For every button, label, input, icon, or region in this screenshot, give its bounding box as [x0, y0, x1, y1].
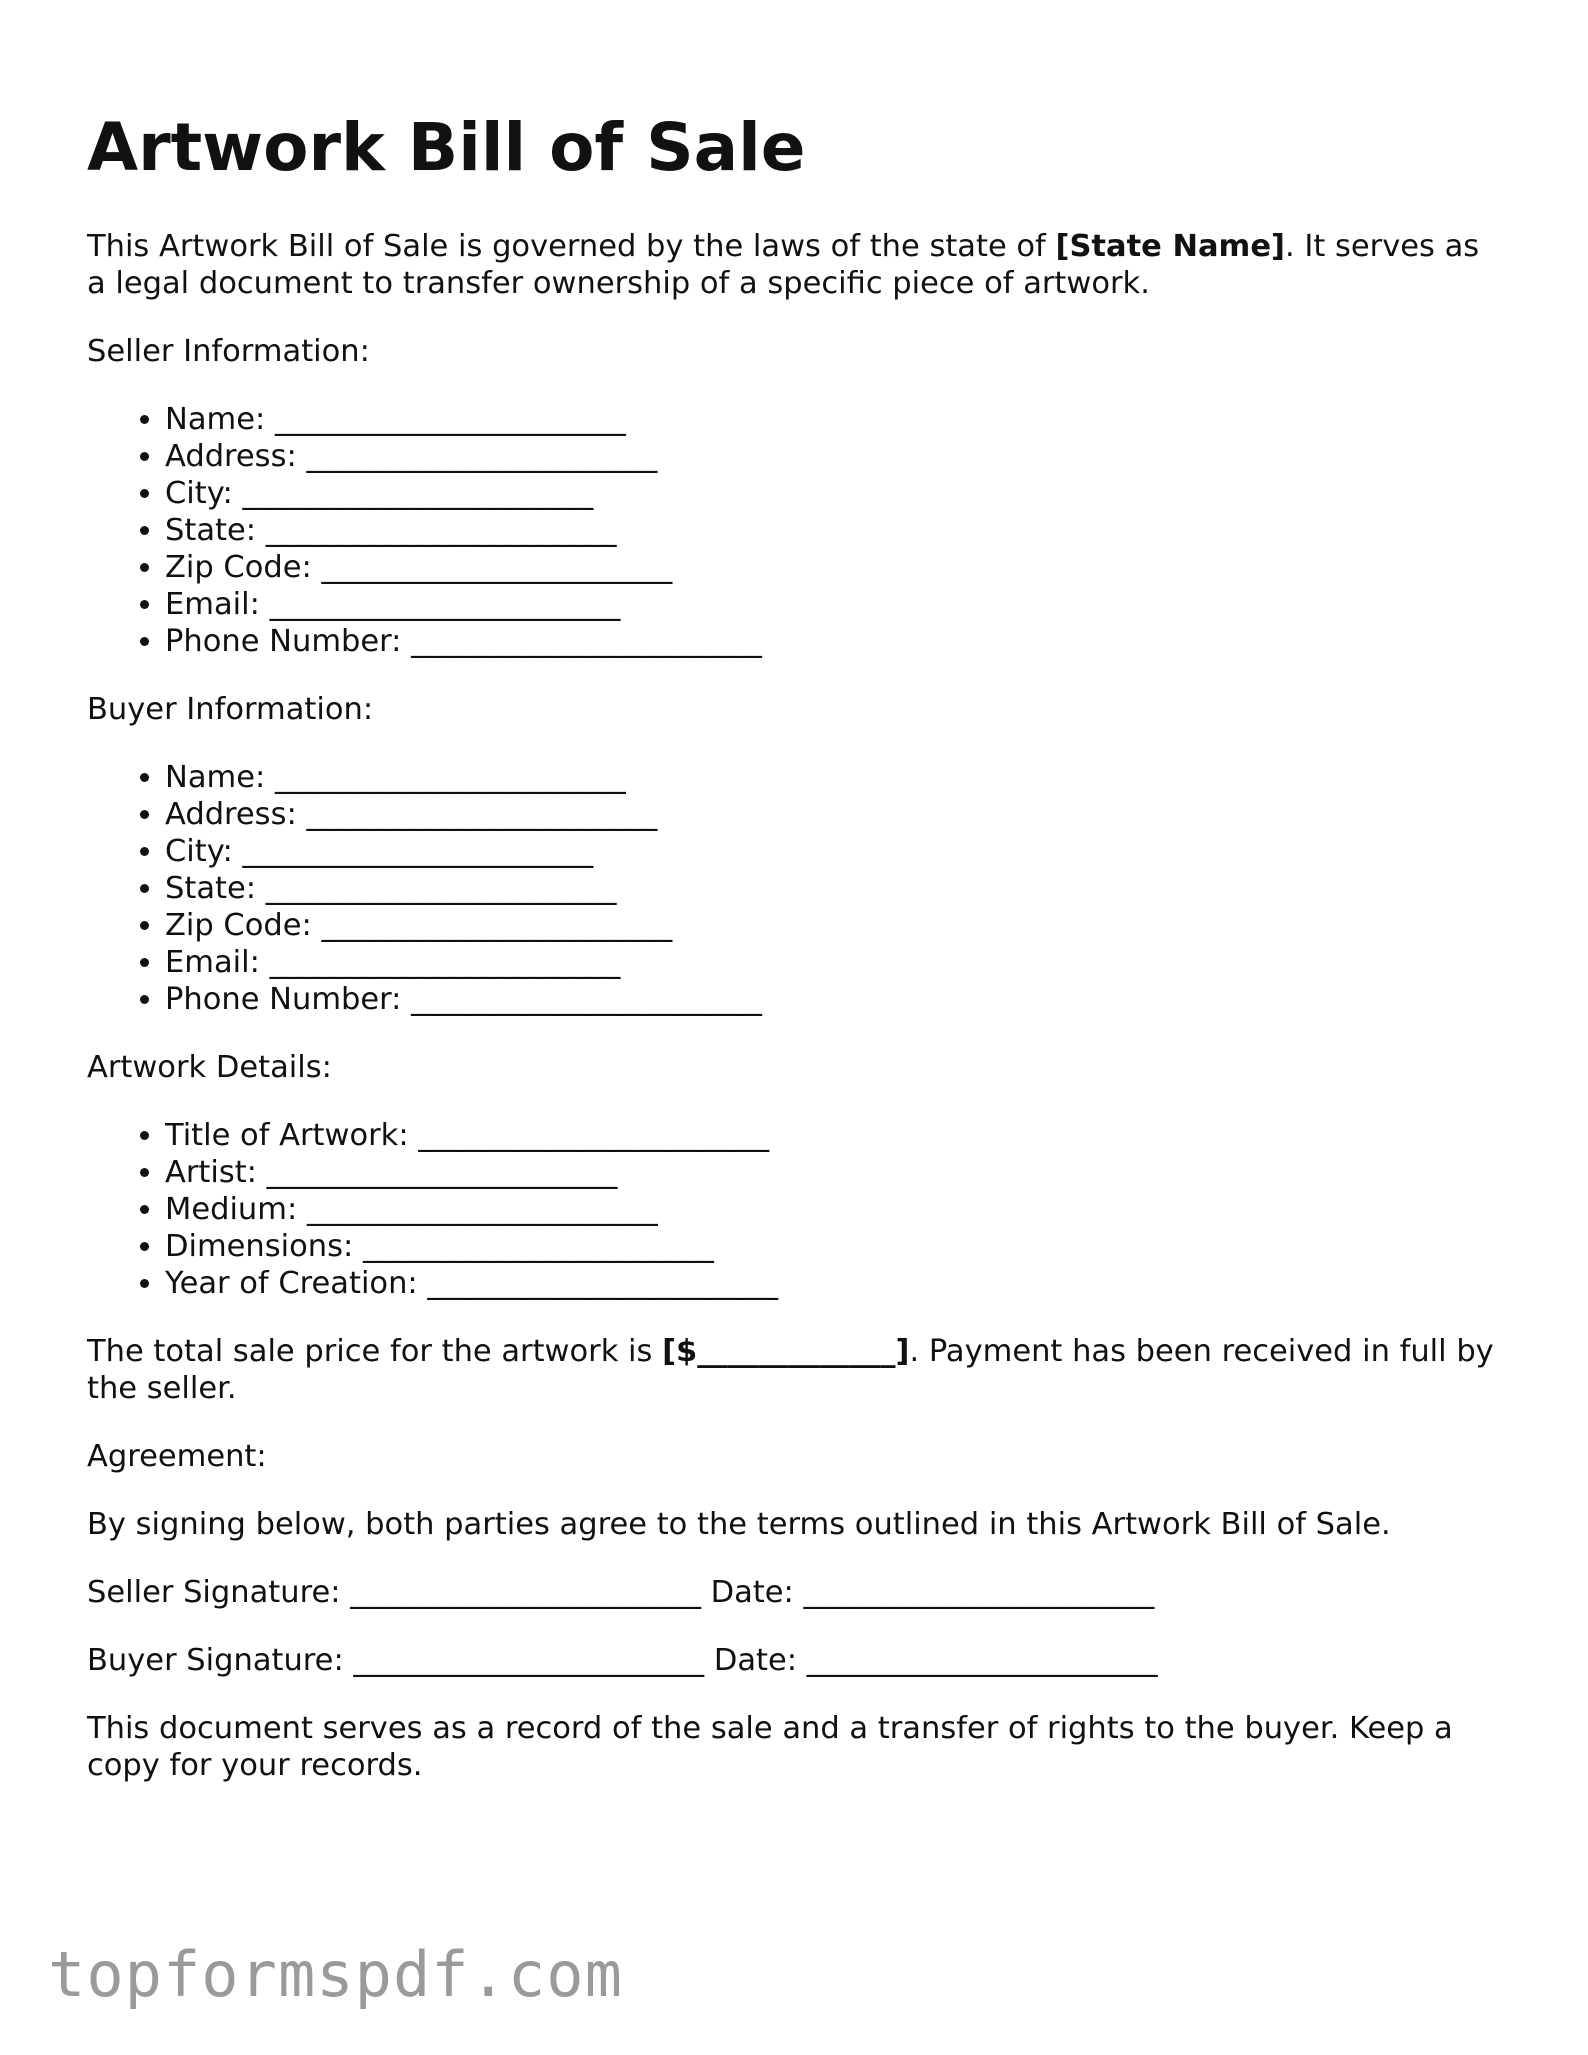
artwork-medium-field[interactable]: • Medium: _______________________ — [165, 1191, 1507, 1228]
seller-city-field[interactable]: • City: _______________________ — [165, 475, 1507, 512]
artwork-dimensions-field[interactable]: • Dimensions: _______________________ — [165, 1228, 1507, 1265]
price-text-after: . Payment has been received in full by the seller. — [87, 1334, 1494, 1406]
buyer-section-heading: Buyer Information: — [87, 692, 374, 727]
buyer-field-list — [87, 759, 1507, 1018]
agreement-heading: Agreement: — [87, 1439, 267, 1474]
seller-phone-field[interactable]: • Phone Number: _______________________ — [165, 623, 1507, 660]
buyer-signature-line — [87, 1642, 1507, 1679]
agreement-text: By signing below, both parties agree to the terms outlined in this Artwork Bill of Sale. — [87, 1507, 1391, 1542]
buyer-state-field[interactable]: • State: _______________________ — [165, 870, 1507, 907]
seller-signature-line — [87, 1574, 1507, 1611]
seller-zip-field[interactable]: • Zip Code: _______________________ — [165, 549, 1507, 586]
sale-price-field[interactable]: [$_____________] — [662, 1334, 910, 1369]
buyer-zip-field[interactable]: • Zip Code: _______________________ — [165, 907, 1507, 944]
document-page — [87, 108, 1507, 1815]
state-name-placeholder: [State Name] — [1055, 229, 1285, 264]
sale-price-paragraph — [87, 1333, 1507, 1407]
buyer-signature-field[interactable]: _______________________ — [353, 1643, 705, 1678]
seller-state-field[interactable]: • State: _______________________ — [165, 512, 1507, 549]
closing-paragraph: This document serves as a record of the sale and a transfer of rights to the buyer. Keep a copy for your records. — [87, 1711, 1453, 1783]
intro-text-after: . It serves as a legal document to transfer ownership of a specific piece of artwork. — [87, 229, 1480, 301]
seller-signature-label: Seller Signature: — [87, 1575, 341, 1610]
seller-name-field[interactable]: • Name: _______________________ — [165, 401, 1507, 438]
buyer-address-field[interactable]: • Address: _______________________ — [165, 796, 1507, 833]
intro-paragraph — [87, 228, 1507, 302]
seller-signature-field[interactable]: _______________________ — [350, 1575, 701, 1610]
artwork-year-field[interactable]: • Year of Creation: _______________________ — [165, 1265, 1507, 1302]
artwork-section-heading: Artwork Details: — [87, 1050, 332, 1085]
document-title: Artwork Bill of Sale — [87, 109, 806, 186]
buyer-phone-field[interactable]: • Phone Number: _______________________ — [165, 981, 1507, 1018]
buyer-signature-label: Buyer Signature: — [87, 1643, 344, 1678]
seller-section-heading: Seller Information: — [87, 334, 370, 369]
intro-text-before: This Artwork Bill of Sale is governed by the laws of the state of — [87, 229, 1056, 264]
seller-email-field[interactable]: • Email: _______________________ — [165, 586, 1507, 623]
seller-date-label: Date: — [710, 1575, 794, 1610]
seller-date-field[interactable]: _______________________ — [803, 1575, 1155, 1610]
buyer-city-field[interactable]: • City: _______________________ — [165, 833, 1507, 870]
buyer-email-field[interactable]: • Email: _______________________ — [165, 944, 1507, 981]
buyer-date-field[interactable]: _______________________ — [806, 1643, 1158, 1678]
seller-field-list — [87, 401, 1507, 660]
seller-address-field[interactable]: • Address: _______________________ — [165, 438, 1507, 475]
artwork-artist-field[interactable]: • Artist: _______________________ — [165, 1154, 1507, 1191]
artwork-title-field[interactable]: • Title of Artwork: _______________________ — [165, 1117, 1507, 1154]
buyer-date-label: Date: — [713, 1643, 798, 1678]
watermark-text: topformspdf.com — [48, 1938, 623, 2011]
price-text-before: The total sale price for the artwork is — [87, 1334, 663, 1369]
artwork-field-list — [87, 1117, 1507, 1302]
buyer-name-field[interactable]: • Name: _______________________ — [165, 759, 1507, 796]
